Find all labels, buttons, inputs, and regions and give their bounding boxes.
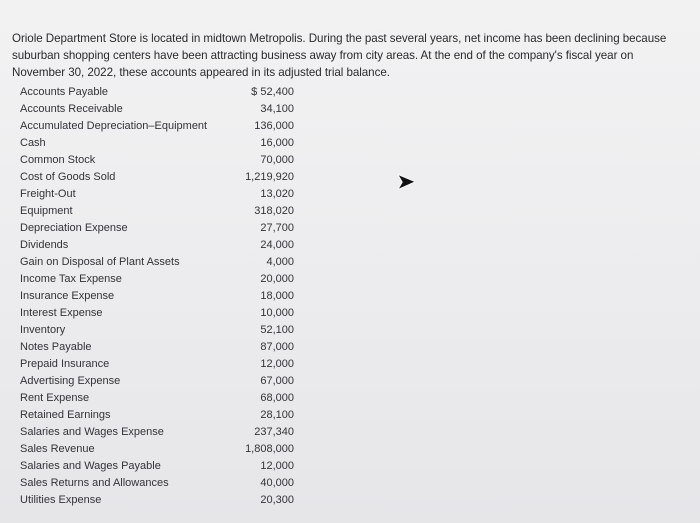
- trial-balance-row: [20, 271, 294, 288]
- account-amount: 20,000: [260, 273, 294, 285]
- account-name: Dividends: [20, 239, 69, 251]
- account-name: Common Stock: [20, 154, 96, 166]
- account-amount: 237,340: [254, 426, 294, 438]
- account-amount: 4,000: [266, 256, 294, 268]
- account-name: Cost of Goods Sold: [20, 171, 116, 183]
- problem-intro-paragraph: Oriole Department Store is located in midtown Metropolis. During the past several years, net income has been declining because suburban shopping centers have been attracting business away from city areas. At the end of the company's fiscal year on November 30, 2022, these accounts appeared in its adjusted trial balance.: [12, 31, 667, 79]
- account-name: Salaries and Wages Payable: [20, 460, 161, 472]
- trial-balance-row: [20, 135, 294, 152]
- account-name: Freight-Out: [20, 188, 76, 200]
- account-name: Advertising Expense: [20, 375, 121, 387]
- account-name: Equipment: [20, 205, 73, 217]
- account-amount: 16,000: [260, 137, 294, 149]
- mouse-pointer-icon: [395, 172, 417, 192]
- account-amount: 13,020: [260, 188, 294, 200]
- account-name: Prepaid Insurance: [20, 358, 110, 370]
- account-amount: 40,000: [260, 477, 294, 489]
- account-amount: 67,000: [260, 375, 294, 387]
- account-name: Accumulated Depreciation–Equipment: [20, 120, 208, 132]
- trial-balance-row: [20, 254, 294, 271]
- account-amount: $ 52,400: [251, 86, 294, 98]
- trial-balance-row: [20, 390, 294, 407]
- account-name: Salaries and Wages Expense: [20, 426, 164, 438]
- trial-balance-row: [20, 458, 294, 475]
- account-amount: 1,808,000: [245, 443, 294, 455]
- account-name: Utilities Expense: [20, 494, 102, 506]
- trial-balance-row: [20, 101, 294, 118]
- trial-balance-row: [20, 339, 294, 356]
- account-amount: 18,000: [260, 290, 294, 302]
- account-amount: 318,020: [254, 205, 294, 217]
- account-amount: 87,000: [260, 341, 294, 353]
- trial-balance-row: [20, 424, 294, 441]
- trial-balance-row: [20, 441, 294, 458]
- account-amount: 28,100: [260, 409, 294, 421]
- account-amount: 70,000: [260, 154, 294, 166]
- trial-balance-row: [20, 169, 294, 186]
- account-amount: 34,100: [260, 103, 294, 115]
- trial-balance-row: [20, 356, 294, 373]
- account-name: Income Tax Expense: [20, 273, 122, 285]
- account-amount: 68,000: [260, 392, 294, 404]
- trial-balance-row: [20, 84, 294, 101]
- trial-balance-row: [20, 152, 294, 169]
- account-name: Depreciation Expense: [20, 222, 128, 234]
- trial-balance-row: [20, 237, 294, 254]
- account-amount: 10,000: [260, 307, 294, 319]
- trial-balance-row: [20, 492, 294, 509]
- trial-balance-row: [20, 186, 294, 203]
- account-name: Cash: [20, 137, 46, 149]
- account-amount: 1,219,920: [245, 171, 294, 183]
- trial-balance-row: [20, 407, 294, 424]
- account-amount: 12,000: [260, 460, 294, 472]
- account-name: Insurance Expense: [20, 290, 115, 302]
- account-name: Notes Payable: [20, 341, 92, 353]
- account-name: Retained Earnings: [20, 409, 111, 421]
- account-name: Sales Revenue: [20, 443, 95, 455]
- account-name: Accounts Receivable: [20, 103, 123, 115]
- trial-balance-row: [20, 288, 294, 305]
- account-amount: 27,700: [260, 222, 294, 234]
- account-name: Sales Returns and Allowances: [20, 477, 169, 489]
- account-name: Interest Expense: [20, 307, 103, 319]
- trial-balance-row: [20, 475, 294, 492]
- adjusted-trial-balance: [20, 84, 294, 509]
- trial-balance-row: [20, 220, 294, 237]
- trial-balance-row: [20, 305, 294, 322]
- trial-balance-row: [20, 118, 294, 135]
- account-name: Rent Expense: [20, 392, 90, 404]
- trial-balance-row: [20, 203, 294, 220]
- account-amount: 52,100: [260, 324, 294, 336]
- account-name: Accounts Payable: [20, 86, 109, 98]
- account-name: Gain on Disposal of Plant Assets: [20, 256, 180, 268]
- account-amount: 20,300: [260, 494, 294, 506]
- account-amount: 24,000: [260, 239, 294, 251]
- account-amount: 12,000: [260, 358, 294, 370]
- account-amount: 136,000: [254, 120, 294, 132]
- trial-balance-row: [20, 322, 294, 339]
- account-name: Inventory: [20, 324, 66, 336]
- trial-balance-row: [20, 373, 294, 390]
